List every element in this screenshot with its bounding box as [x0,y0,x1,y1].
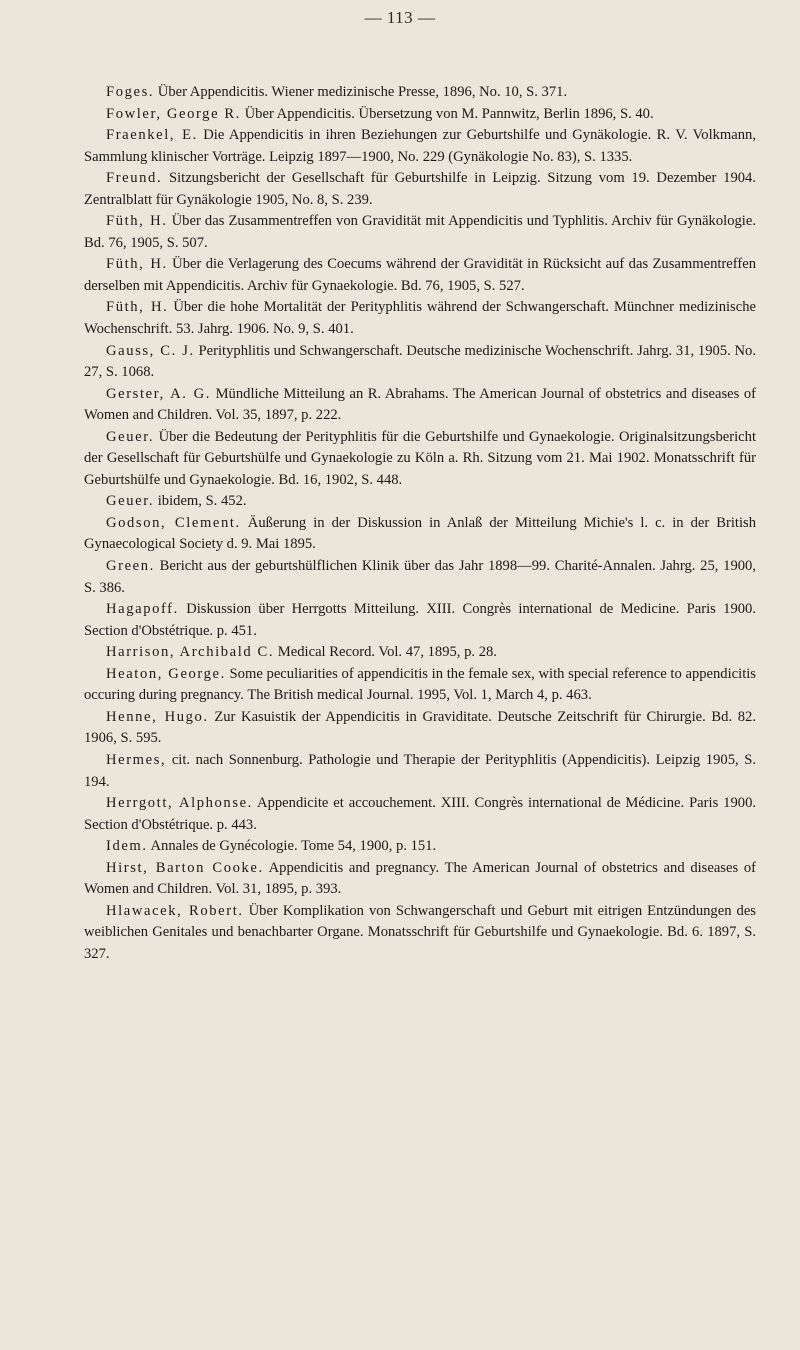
entry-citation: Über Appendicitis. Wiener medizinische Presse, 1896, No. 10, S. 371. [154,84,568,100]
entry-author: Hlawacek, Robert. [106,902,244,919]
entry-author: Godson, Clement. [106,514,241,531]
bibliography-entry [84,104,756,126]
entry-citation: Appendicite et accouchement. XIII. Congrès international de Médicine. Paris 1900. Section d'Obstétrique. p. 443. [84,795,757,833]
bibliography-entry [84,793,756,836]
bibliography-entry [84,384,756,427]
bibliography-entry [84,707,756,750]
bibliography-list [84,82,756,965]
bibliography-entry [84,836,756,858]
bibliography-entry [84,664,756,707]
entry-citation: Über die Verlagerung des Coecums während der Gravidität in Rücksicht auf das Zusammentreffen derselben mit Appendicitis. Archiv für Gynaekologie. Bd. 76, 1905, S. 527. [84,256,756,294]
entry-citation: Appendicitis and pregnancy. The American Journal of obstetrics and diseases of Women and Children. Vol. 31, 1895, p. 393. [84,859,756,898]
entry-author: Idem. [106,838,148,855]
entry-author: Harrison, Archibald C. [106,644,275,661]
bibliography-entry [84,513,756,556]
bibliography-entry [84,82,756,104]
entry-citation: Medical Record. Vol. 47, 1895, p. 28. [274,644,497,661]
bibliography-entry [84,125,756,168]
entry-author: Füth, H. [106,213,168,230]
bibliography-entry [84,556,756,599]
entry-citation: Über Appendicitis. Übersetzung von M. Pannwitz, Berlin 1896, S. 40. [240,105,654,122]
entry-citation: Some peculiarities of appendicitis in the female sex, with special reference to appendicitis occuring during pregnancy. The British medical Journal. 1995, Vol. 1, March 4, p. 463. [84,665,756,704]
entry-author: Foges. [106,84,155,100]
entry-citation: Äußerung in der Diskussion in Anlaß der Mitteilung Michie's l. c. in der British Gynaecological Society d. 9. Mai 1895. [84,514,756,553]
bibliography-entry [84,254,756,297]
bibliography-entry [84,168,756,211]
entry-author: Herrgott, Alphonse. [106,795,253,812]
bibliography-entry [84,341,756,384]
page-number: — 113 — [364,8,436,27]
entry-citation: Diskussion über Herrgotts Mitteilung. XIII. Congrès international de Medicine. Paris 1900. Section d'Obstétrique. p. 451. [84,601,756,639]
entry-author: Gauss, C. J. [106,342,195,359]
entry-citation: Über die hohe Mortalität der Perityphlitis während der Schwangerschaft. Münchner medizinische Wochenschrift. 53. Jahrg. 1906. No. 9, S. 401. [84,299,756,338]
entry-author: Füth, H. [106,256,168,273]
bibliography-entry [84,642,756,664]
entry-citation: Zur Kasuistik der Appendicitis in Graviditate. Deutsche Zeitschrift für Chirurgie. Bd. 82. 1906, S. 595. [84,708,757,747]
bibliography-entry [84,427,756,492]
entry-author: Henne, Hugo. [106,708,209,725]
entry-citation: Mündliche Mitteilung an R. Abrahams. The American Journal of obstetrics and diseases of Women and Children. Vol. 35, 1897, p. 222. [84,385,756,424]
entry-citation: ibidem, S. 452. [154,493,247,510]
bibliography-entry [84,750,756,793]
bibliography-entry [84,297,756,340]
entry-author: Hirst, Barton Cooke. [106,859,264,876]
entry-author: Hagapoff. [106,601,179,618]
entry-author: Fowler, George R. [106,105,241,122]
entry-author: Geuer. [106,428,155,445]
bibliography-entry [84,211,756,254]
entry-citation: Bericht aus der geburtshülflichen Klinik über das Jahr 1898—99. Charité-Annalen. Jahrg. 25, 1900, S. 386. [84,558,756,596]
entry-author: Fraenkel, E. [106,127,198,144]
entry-citation: Über das Zusammentreffen von Gravidität mit Appendicitis und Typhlitis. Archiv für Gynäkologie. Bd. 76, 1905, S. 507. [84,213,756,251]
entry-author: Heaton, George. [106,665,226,682]
entry-author: Hermes, [106,751,167,768]
entry-citation: Über Komplikation von Schwangerschaft und Geburt mit eitrigen Entzündungen des weiblichen Genitales und benachbarter Organe. Monatsschrift für Geburtshilfe und Gynaekologie. Bd. 6. 1897, S. 327. [84,902,756,962]
bibliography-entry [84,491,756,513]
entry-author: Geuer. [106,493,155,510]
entry-author: Freund. [106,170,163,187]
entry-citation: Perityphlitis und Schwangerschaft. Deutsche medizinische Wochenschrift. Jahrg. 31, 1905. No. 27, S. 1068. [84,342,757,381]
entry-citation: Über die Bedeutung der Perityphlitis für die Geburtshilfe und Gynaekologie. Originalsitzungsbericht der Gesellschaft für Geburtshülfe und Gynaekologie zu Köln a. Rh. Sitzung vom 21. Mai 1902. Monatsschrift für Geburtshülfe und Gynaekologie. Bd. 16, 1902, S. 448. [84,428,756,488]
entry-citation: Sitzungsbericht der Gesellschaft für Geburtshilfe in Leipzig. Sitzung vom 19. Dezember 1904. Zentralblatt für Gynäkologie 1905, No. 8, S. 239. [84,170,756,208]
entry-citation: Annales de Gynécologie. Tome 54, 1900, p. 151. [147,838,437,855]
entry-author: Füth, H. [106,299,169,316]
bibliography-entry [84,901,756,966]
bibliography-entry [84,599,756,642]
entry-author: Green. [106,558,155,575]
entry-citation: cit. nach Sonnenburg. Pathologie und Therapie der Perityphlitis (Appendicitis). Leipzig 1905, S. 194. [84,751,756,790]
bibliography-entry [84,858,756,901]
entry-author: Gerster, A. G. [106,385,212,402]
entry-citation: Die Appendicitis in ihren Beziehungen zur Geburtshilfe und Gynäkologie. R. V. Volkmann, Sammlung klinischer Vorträge. Leipzig 1897—1900, No. 229 (Gynäkologie No. 83), S. 1335. [84,127,757,165]
